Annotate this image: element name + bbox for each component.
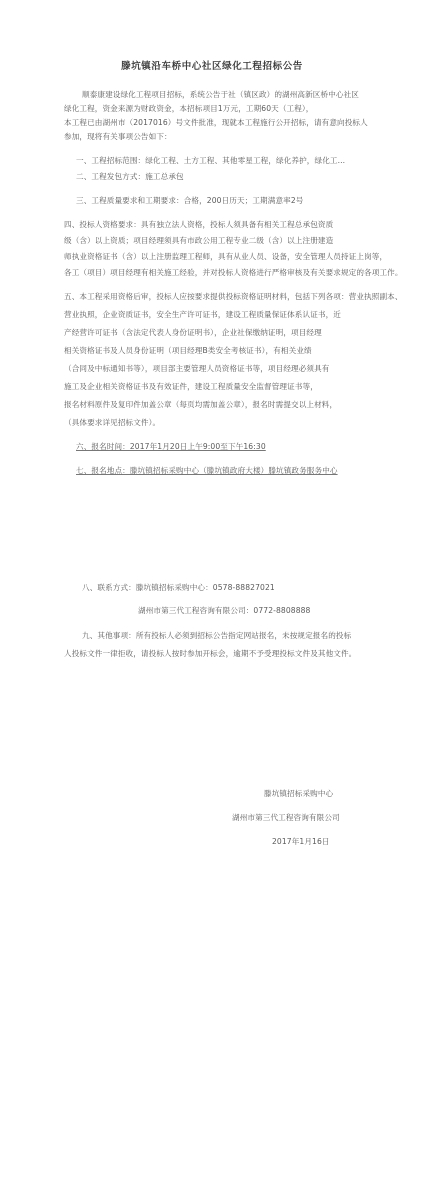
- section-5-line-1: 营业执照，企业资质证书，安全生产许可证书，建设工程质量保证体系认证书，近: [64, 310, 341, 319]
- closing-line-1: 九、其他事项：所有投标人必须到招标公告指定网站报名，未按规定报名的投标: [82, 631, 352, 640]
- signature-org-1: 滕坑镇招标采购中心: [264, 789, 334, 798]
- section-3: 三、工程质量要求和工期要求：合格，200日历天；工期满意率2号: [76, 196, 304, 205]
- section-6-registration-time: 六、报名时间：2017年1月20日上午9:00至下午16:30: [76, 442, 266, 451]
- section-4-line-2: 师执业资格证书（含）以上注册监理工程师，具有从业人员、设备，安全管理人员持证上岗等，: [64, 252, 388, 261]
- section-5-line-6: 报名材料原件及复印件加盖公章（每页均需加盖公章），报名时需提交以上材料，: [64, 400, 338, 409]
- signature-date: 2017年1月16日: [272, 837, 330, 846]
- section-7-registration-place: 七、报名地点：滕坑镇招标采购中心（滕坑镇政府大楼）滕坑镇政务服务中心: [76, 466, 338, 475]
- contact-line-2: 湖州市第三代工程咨询有限公司：0772-8808888: [138, 606, 311, 615]
- page-title: 滕坑镇沿车桥中心社区绿化工程招标公告: [121, 61, 303, 72]
- section-1: 一、工程招标范围：绿化工程、土方工程、其他零星工程，绿化养护，绿化工...: [76, 156, 346, 165]
- signature-org-2: 湖州市第三代工程咨询有限公司: [232, 813, 340, 822]
- intro-line-2: 绿化工程，资金来源为财政资金，本招标项目1万元，工期60天（工程），: [64, 104, 314, 113]
- contact-line-1: 八、联系方式：滕坑镇招标采购中心：0578-88827021: [82, 583, 275, 592]
- section-5-line-3: 相关资格证书及人员身份证明（项目经理B类安全考核证书），有相关业绩: [64, 346, 312, 355]
- section-4-line-1: 级（含）以上资质；项目经理须具有市政公用工程专业二级（含）以上注册建造: [64, 236, 334, 245]
- section-2: 二、工程发包方式：施工总承包: [76, 172, 184, 181]
- section-5-line-5: 施工及企业相关资格证书及有效证件，建设工程质量安全监督管理证书等，: [64, 382, 318, 391]
- section-4: 四、投标人资格要求：具有独立法人资格，投标人须具备有相关工程总承包资质: [64, 220, 334, 229]
- section-5-line-4: （合同及中标通知书等），项目部主要管理人员资格证书等，项目经理必须具有: [64, 364, 330, 373]
- section-5-line-7: （具体要求详见招标文件）。: [64, 418, 161, 427]
- section-5: 五、本工程采用资格后审，投标人应按要求提供投标资格证明材料，包括下列各项：营业执照副本、: [64, 292, 403, 301]
- section-4-line-3: 各工（项目）项目经理有相关施工经验，并对投标人资格进行严格审核及有关要求规定的各项工作。: [64, 268, 403, 277]
- intro-line-4: 参加，现将有关事项公告如下：: [64, 132, 172, 141]
- closing-line-2: 人投标文件一律拒收，请投标人按时参加开标会，逾期不予受理投标文件及其他文件。: [64, 649, 357, 658]
- section-5-line-2: 产经营许可证书（含法定代表人身份证明书），企业社保缴纳证明，项目经理: [64, 328, 322, 337]
- intro-line-1: 顺泰康建设绿化工程项目招标，系统公告于社（镇区政）的湖州高新区桥中心社区: [82, 90, 359, 99]
- intro-line-3: 本工程已由湖州市（2017016）号文件批准，现就本工程施行公开招标，请有意向投标人: [64, 118, 368, 127]
